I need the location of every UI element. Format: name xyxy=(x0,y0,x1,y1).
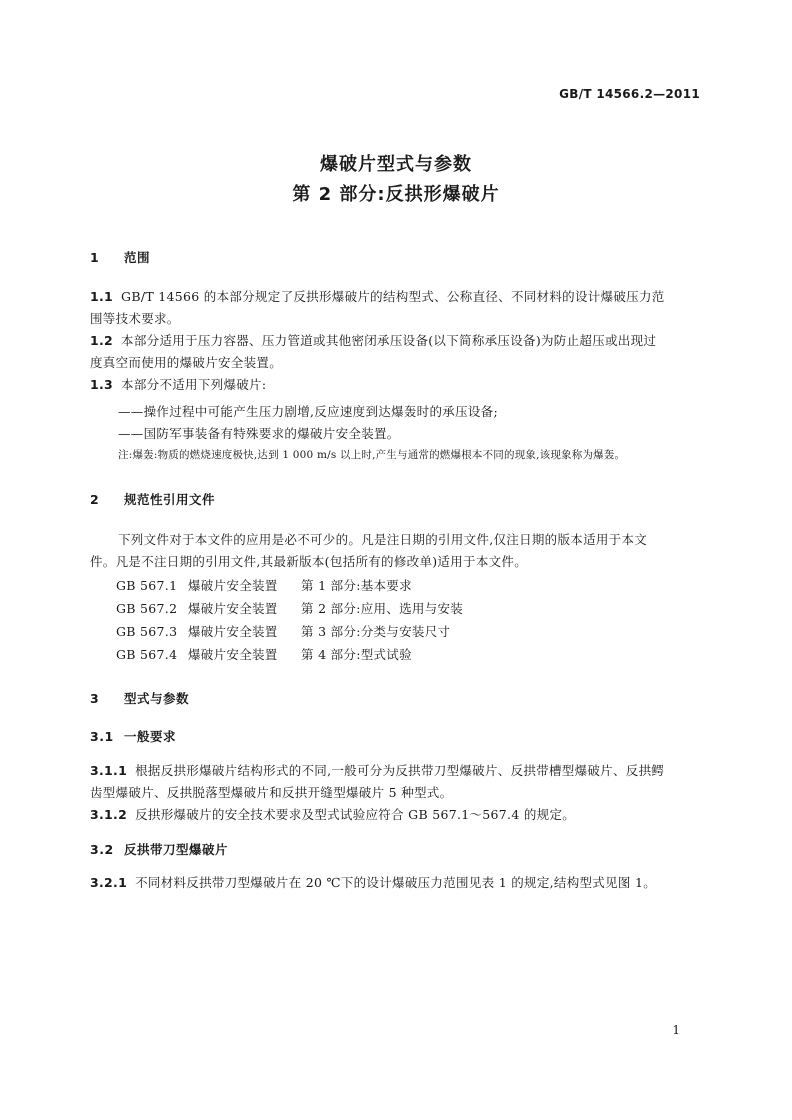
clause-number: 1.3 xyxy=(90,377,114,392)
clause-text: 本部分不适用下列爆破片: xyxy=(121,377,267,392)
section-title: 范围 xyxy=(124,250,151,265)
clause-3-1-2 xyxy=(90,804,702,826)
clause-text: 反拱形爆破片的安全技术要求及型式试验应符合 GB 567.1～567.4 的规定。 xyxy=(135,807,576,822)
references-intro xyxy=(90,529,702,573)
reference-part: 第 3 部分:分类与安装尺寸 xyxy=(301,624,451,639)
reference-part: 第 4 部分:型式试验 xyxy=(301,647,412,662)
subsection-3-1-heading xyxy=(90,727,176,745)
section-title: 一般要求 xyxy=(124,729,177,744)
note: 注:爆轰:物质的燃烧速度极快,达到 1 000 m/s 以上时,产生与通常的燃爆根本不同的现象,该现象称为爆轰。 xyxy=(118,449,626,461)
reference-code: GB 567.4 xyxy=(116,647,178,662)
clause-text: 不同材料反拱带刀型爆破片在 20 ℃下的设计爆破压力范围见表 1 的规定,结构型式见图 1。 xyxy=(135,875,657,890)
reference-name: 爆破片安全装置 xyxy=(188,578,278,593)
clause-1-2 xyxy=(90,330,702,374)
section-number: 1 xyxy=(90,250,100,265)
clause-1-1 xyxy=(90,286,702,330)
section-title: 型式与参数 xyxy=(124,691,190,706)
paragraph-line: 下列文件对于本文件的应用是必不可少的。凡是注日期的引用文件,仅注日期的版本适用于本文 xyxy=(118,532,648,547)
clause-number: 3.1.2 xyxy=(90,807,128,822)
section-1-heading xyxy=(90,248,150,266)
section-2-heading xyxy=(90,490,215,508)
section-3-heading xyxy=(90,689,189,707)
reference-code: GB 567.3 xyxy=(116,624,178,639)
reference-code: GB 567.2 xyxy=(116,601,178,616)
clause-text: 本部分适用于压力容器、压力管道或其他密闭承压设备(以下简称承压设备)为防止超压或出现过 xyxy=(121,333,657,348)
clause-text: 齿型爆破片、反拱脱落型爆破片和反拱开缝型爆破片 5 种型式。 xyxy=(90,785,453,800)
clause-text: 度真空而使用的爆破片安全装置。 xyxy=(90,355,283,370)
reference-item xyxy=(116,622,450,640)
section-number: 3.2 xyxy=(90,842,114,857)
reference-name: 爆破片安全装置 xyxy=(188,624,278,639)
document-title-line1: 爆破片型式与参数 xyxy=(320,154,472,175)
reference-item xyxy=(116,576,412,594)
standard-code: GB/T 14566.2—2011 xyxy=(559,87,700,101)
reference-name: 爆破片安全装置 xyxy=(188,601,278,616)
reference-name: 爆破片安全装置 xyxy=(188,647,278,662)
clause-number: 3.1.1 xyxy=(90,763,128,778)
clause-number: 1.2 xyxy=(90,333,114,348)
paragraph-line: 件。凡是不注日期的引用文件,其最新版本(包括所有的修改单)适用于本文件。 xyxy=(90,554,528,569)
clause-number: 1.1 xyxy=(90,289,114,304)
clause-3-1-1 xyxy=(90,760,702,804)
clause-3-2-1 xyxy=(90,872,702,894)
section-number: 3.1 xyxy=(90,729,114,744)
clause-text: 围等技术要求。 xyxy=(90,311,180,326)
page-number: 1 xyxy=(672,1023,680,1037)
section-title: 反拱带刀型爆破片 xyxy=(124,842,229,857)
section-number: 2 xyxy=(90,492,100,507)
clause-text: GB/T 14566 的本部分规定了反拱形爆破片的结构型式、公称直径、不同材料的设计爆破压力范 xyxy=(121,289,665,304)
clause-number: 3.2.1 xyxy=(90,875,128,890)
list-item: ——操作过程中可能产生压力剧增,反应速度到达爆轰时的承压设备; xyxy=(118,404,498,419)
reference-item xyxy=(116,645,412,663)
subsection-3-2-heading xyxy=(90,840,228,858)
reference-item xyxy=(116,599,463,617)
list-item: ——国防军事装备有特殊要求的爆破片安全装置。 xyxy=(118,426,400,441)
document-title-line2: 第 2 部分:反拱形爆破片 xyxy=(292,184,500,205)
clause-1-3 xyxy=(90,374,702,396)
section-title: 规范性引用文件 xyxy=(124,492,216,507)
section-number: 3 xyxy=(90,691,100,706)
clause-text: 根据反拱形爆破片结构形式的不同,一般可分为反拱带刀型爆破片、反拱带槽型爆破片、反拱鳄 xyxy=(135,763,665,778)
reference-part: 第 1 部分:基本要求 xyxy=(301,578,412,593)
reference-part: 第 2 部分:应用、选用与安装 xyxy=(301,601,464,616)
reference-code: GB 567.1 xyxy=(116,578,178,593)
